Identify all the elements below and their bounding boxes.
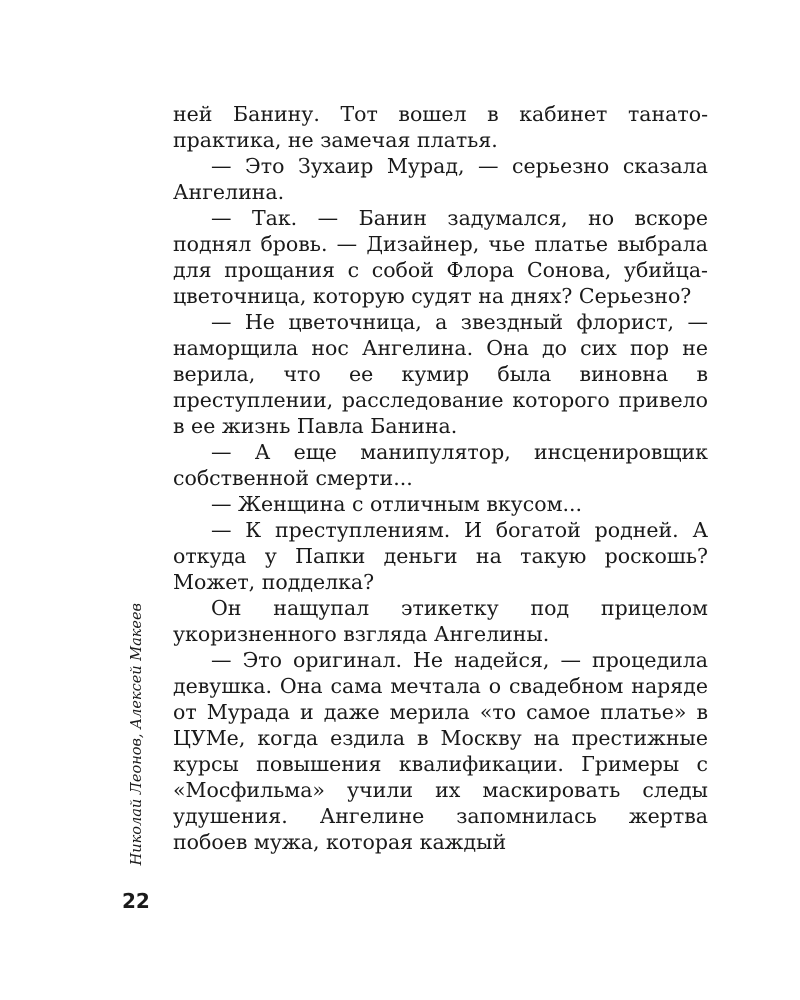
paragraph-4: — Не цветочница, а звездный флорист, — наморщила нос Ангелина. Она до сих пор не верила, что ее кумир была виновна в преступлении, расследование которого привело в ее жизнь Павла Банина. [173,310,708,438]
paragraph-2: — Это Зухаир Мурад, — серьезно сказала Ангелина. [173,154,708,204]
paragraph-6: — Женщина с отличным вкусом... [211,492,583,516]
running-head [122,602,152,873]
body-text [173,101,708,855]
paragraph-1: ней Банину. Тот вошел в кабинет танато-практика, не замечая платья. [173,102,708,152]
page-number: 22 [122,889,150,913]
paragraph-9: — Это оригинал. Не надейся, — процедила девушка. Она сама мечтала о свадебном наряде от Мурада и даже мерила «то самое платье» в ЦУМе, когда ездила в Москву на престижные курсы повышения квалификации. Гримеры с «Мосфильма» учили их маскировать следы удушения. Ангелине запомнилась жертва побоев мужа, которая каждый [173,648,708,854]
paragraph-7: — К преступлениям. И богатой родней. А откуда у Папки деньги на такую роскошь? Может, подделка? [173,518,708,594]
paragraph-3: — Так. — Банин задумался, но вскоре поднял бровь. — Дизайнер, чье платье выбрала для прощания с собой Флора Сонова, убийца-цветочница, которую судят на днях? Серьезно? [173,206,708,308]
paragraph-8: Он нащупал этикетку под прицелом укоризненного взгляда Ангелины. [173,596,708,646]
running-head-authors: Николай Леонов, Алексей Макеев [129,602,145,865]
paragraph-5: — А еще манипулятор, инсценировщик собственной смерти... [173,440,708,490]
